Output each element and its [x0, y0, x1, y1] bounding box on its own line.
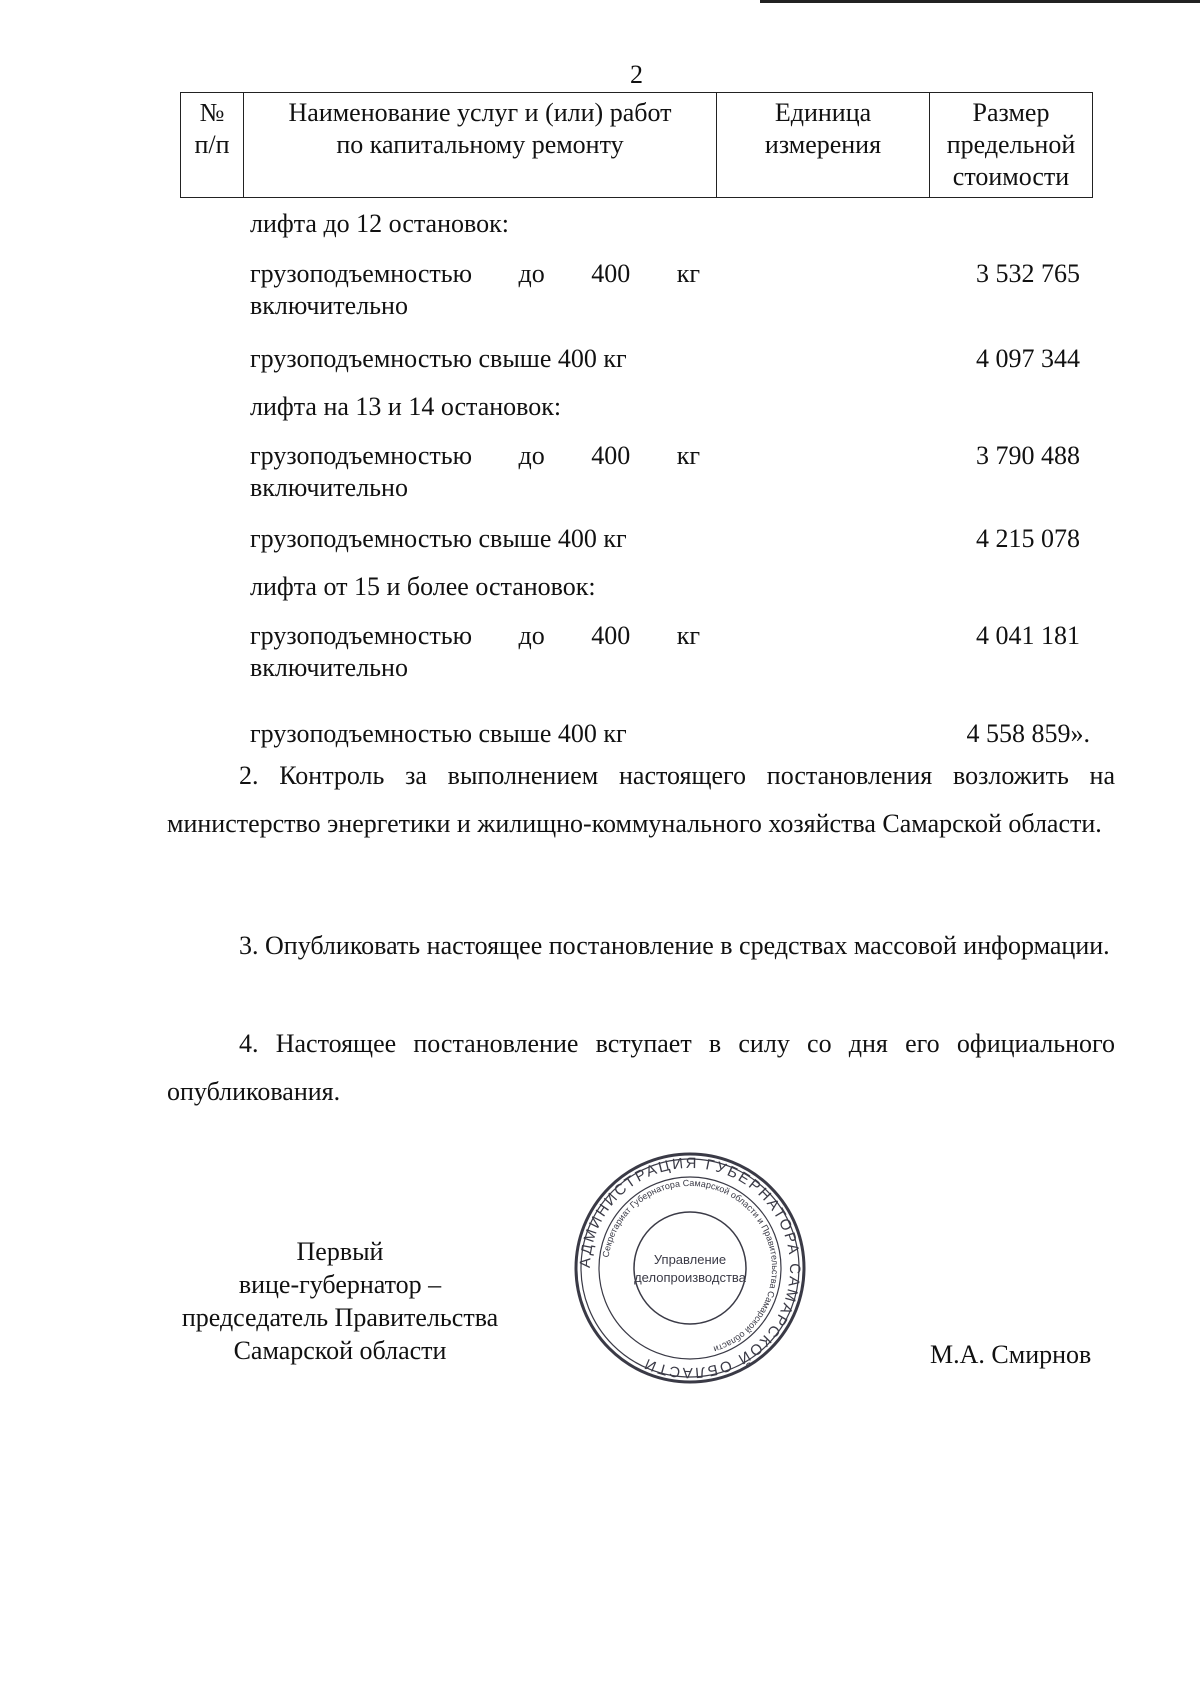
stamp-middle-text: Секретариат Губернатора Самарской области и Правительства Самарской области — [600, 1177, 781, 1355]
service-label-line — [250, 620, 700, 652]
header-unit-line: Единица — [774, 98, 872, 127]
cost-value: 4 041 181 — [976, 621, 1080, 650]
header-number-line: п/п — [194, 130, 230, 159]
stamp-outer-text: АДМИНИСТРАЦИЯ ГУБЕРНАТОРА САМАРСКОЙ ОБЛАСТИ — [576, 1154, 804, 1382]
label-word: кг — [676, 259, 700, 288]
paragraph-publish: 3. Опубликовать настоящее постановление в средствах массовой информации. — [239, 931, 1110, 960]
label-word: кг — [676, 441, 700, 470]
signatory-title-line: Самарской области — [233, 1336, 447, 1365]
page-number: 2 — [630, 60, 643, 89]
cost-value: 3 790 488 — [976, 441, 1080, 470]
service-label: грузоподъемностью свыше 400 кг — [250, 344, 627, 373]
header-cost-line: стоимости — [952, 162, 1070, 191]
signatory-title-line: Первый — [296, 1237, 384, 1266]
stamp-middle-ring — [599, 1177, 781, 1359]
signatory-title-line: вице-губернатор – — [238, 1270, 442, 1299]
header-unit — [717, 93, 930, 198]
header-cost — [930, 93, 1093, 198]
cost-value: 4 558 859». — [966, 719, 1090, 748]
label-word: 400 — [591, 621, 631, 650]
label-word: 400 — [591, 259, 631, 288]
header-cost-line: предельной — [946, 130, 1076, 159]
signatory-title-line: председатель Правительства — [181, 1303, 499, 1332]
paragraph-control: 2. Контроль за выполнением настоящего постановления возложить на министерство энергетики и жилищно-коммунального хозяйства Самарской области. — [167, 761, 1115, 838]
cost-value: 4 215 078 — [976, 524, 1080, 553]
label-word: 400 — [591, 441, 631, 470]
service-label — [250, 620, 700, 684]
header-service-name — [244, 93, 717, 198]
official-stamp — [572, 1150, 808, 1386]
group-label: лифта на 13 и 14 остановок: — [250, 392, 562, 421]
service-label: грузоподъемностью свыше 400 кг — [250, 719, 627, 748]
signatory-title — [140, 1235, 540, 1367]
label-word: грузоподъемностью — [250, 441, 473, 470]
service-label-line: включительно — [250, 473, 408, 502]
service-label: грузоподъемностью свыше 400 кг — [250, 524, 627, 553]
stamp-center-line: Управление — [653, 1252, 727, 1267]
paragraph-effective: 4. Настоящее постановление вступает в силу со дня его официального опубликования. — [167, 1029, 1115, 1106]
label-word: грузоподъемностью — [250, 621, 473, 650]
service-label-line — [250, 258, 700, 290]
stamp-center-line: делопроизводства — [634, 1270, 746, 1285]
label-word: до — [518, 621, 545, 650]
signer-name: М.А. Смирнов — [930, 1340, 1092, 1369]
label-word: до — [518, 441, 545, 470]
service-label-line — [250, 440, 700, 472]
cost-value: 4 097 344 — [976, 344, 1080, 373]
label-word: до — [518, 259, 545, 288]
group-label: лифта от 15 и более остановок: — [250, 572, 596, 601]
header-service-line: по капитальному ремонту — [336, 130, 624, 159]
service-label — [250, 440, 700, 504]
service-label-line: включительно — [250, 653, 408, 682]
stamp-center-ring — [634, 1212, 746, 1324]
cost-value: 3 532 765 — [976, 259, 1080, 288]
service-label-line: включительно — [250, 291, 408, 320]
label-word: кг — [676, 621, 700, 650]
label-word: грузоподъемностью — [250, 259, 473, 288]
header-number — [181, 93, 244, 198]
header-service-line: Наименование услуг и (или) работ — [288, 98, 672, 127]
header-unit-line: измерения — [764, 130, 882, 159]
header-number-line: № — [199, 98, 225, 127]
group-label: лифта до 12 остановок: — [250, 209, 509, 238]
header-cost-line: Размер — [972, 98, 1050, 127]
service-label — [250, 258, 700, 322]
top-border-line — [760, 0, 1200, 3]
price-table-header — [180, 92, 1093, 198]
